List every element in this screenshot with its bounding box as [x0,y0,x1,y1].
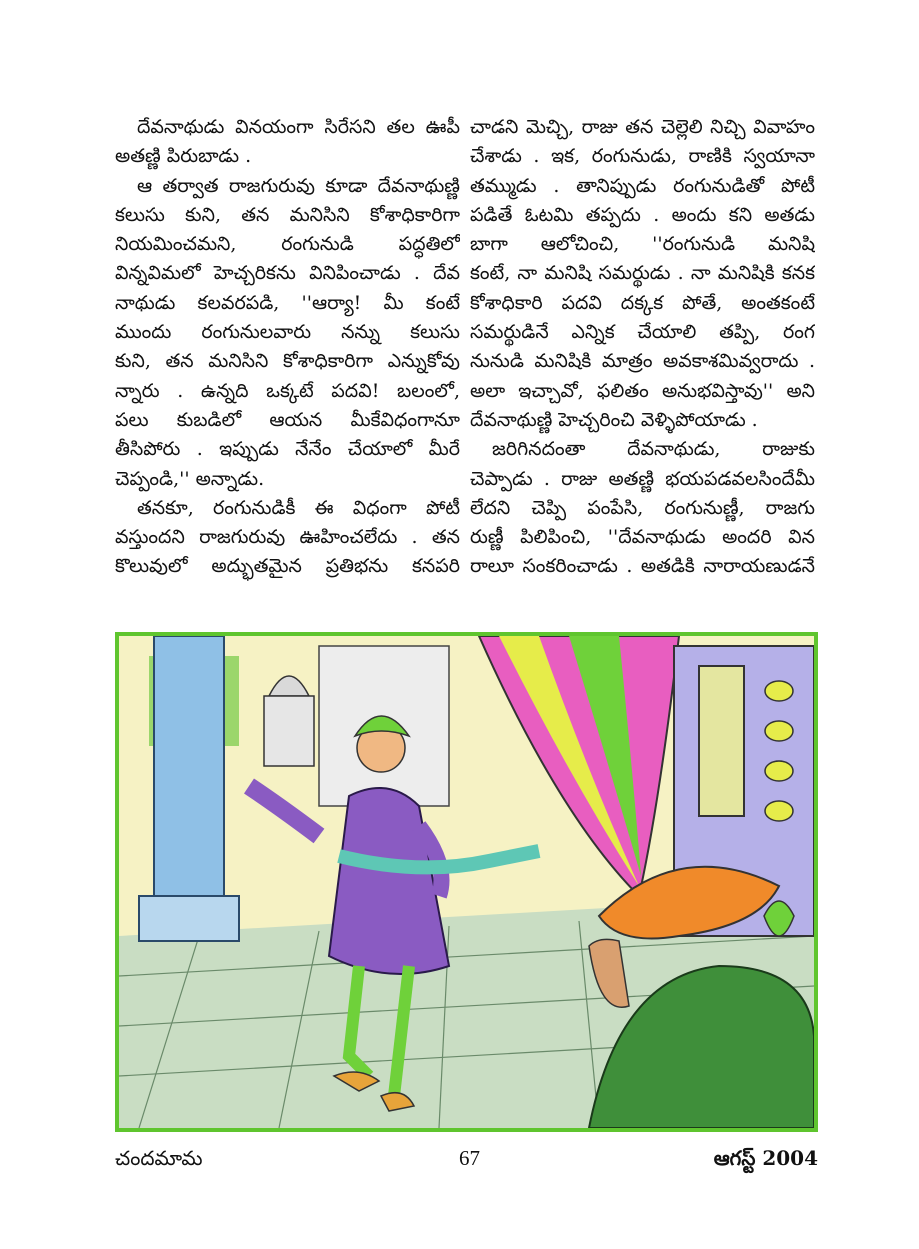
text-line: అతణ్ణి పిరుబాడు . [115,145,252,168]
text-line: చాడని మెచ్చి, రాజు తన చెల్లెలి నిచ్చి వివాహం [470,116,815,138]
text-line: రాలూ సంకరించాడు . అతడికి నారాయణుడనే [470,555,815,578]
text-line: కంటే, నా మనిషి సమర్థుడు . నా మనిషికి కనక [470,262,815,285]
magazine-name: చందమామ [115,1146,203,1170]
text-line: కుని, తన మనిసిని కోశాధికారిగా ఎన్నుకోవు [115,350,460,373]
text-line: నాథుడు కలవరపడి, ''ఆర్యా! మీ కంటే [115,291,460,314]
text-line: నియమించమని, రంగునుడి పద్ధతిలో [115,233,460,256]
left-text-column [115,113,460,582]
text-line: అలా ఇచ్చావో, ఫలితం అనుభవిస్తావు'' అని [470,379,815,402]
text-line: కలుసు కుని, తన మనిసిని కోశాధికారిగా [115,203,460,226]
text-line: సమర్థుడినే ఎన్నిక చేయాలి తప్పి, రంగ [470,321,815,344]
text-line: లేదని చెప్పి పంపేసి, రంగునుణ్ణీ, రాజగు [470,496,815,519]
text-line: ముందు రంగునులవారు నన్ను కలుసు [115,321,460,344]
text-line: కోశాధికారి పదవి దక్కక పోతే, అంతకంటే [470,291,815,314]
page-number: 67 [459,1146,480,1170]
text-line: తమ్ముడు . తానిప్పుడు రంగునుడితో పోటీ [470,174,815,197]
text-line: తనకూ, రంగునుడికీ ఈ విధంగా పోటీ [137,496,460,519]
text-line: చేశాడు . ఇక, రంగునుడు, రాణికి స్వయానా [470,145,815,168]
text-line: విన్నవిమలో హెచ్చరికను వినిపించాడు . దేవ [115,262,460,285]
text-line: పలు కుబడిలో ఆయన మీకేవిధంగానూ [115,408,460,431]
story-illustration [115,632,818,1132]
issue-date: ఆగస్ట్ 2004 [713,1146,818,1170]
text-line: కొలువులో అద్భుతమైన ప్రతిభను కనపరి [115,555,460,578]
window-frame [699,666,744,816]
text-line: చెప్పండి,'' అన్నాడు. [115,467,265,490]
text-line: తీసిపోరు . ఇప్పుడు నేనేం చేయాలో మీరే [115,438,460,461]
text-line: రుణ్ణీ పిలిపించి, ''దేవనాథుడు అందరి విన [470,526,815,549]
pillar [154,636,224,926]
text-line: జరిగినదంతా దేవనాథుడు, రాజుకు [492,438,815,461]
text-line: ఆ తర్వాత రాజగురువు కూడా దేవనాథుణ్ణి [137,174,460,197]
pillar-base [139,896,239,941]
text-line: బాగా ఆలోచించి, ''రంగునుడి మనిషి [470,233,815,256]
text-line: దేవనాథుణ్ణి హెచ్చరించి వెళ్ళిపోయాడు . [470,408,758,431]
illustration-artwork [119,636,814,1128]
palace-tower [264,696,314,766]
text-line: వస్తుందని రాజగురువు ఊహించలేదు . తన [115,526,460,549]
page-footer [115,1146,818,1176]
text-line: నునుడి మనిషికి మాత్రం అవకాశమివ్వరాదు . [470,350,815,373]
text-line: పడితే ఓటమి తప్పదు . అందు కని అతడు [470,203,815,226]
text-line: దేవనాథుడు వినయంగా సిరేసని తల ఊపీ [137,116,460,138]
text-line: చెప్పాడు . రాజు అతణ్ణి భయపడవలసిందేమీ [470,467,815,490]
text-line: న్నారు . ఉన్నది ఒక్కటే పదవి! బలంలో, [115,379,460,402]
right-text-column [470,113,815,582]
